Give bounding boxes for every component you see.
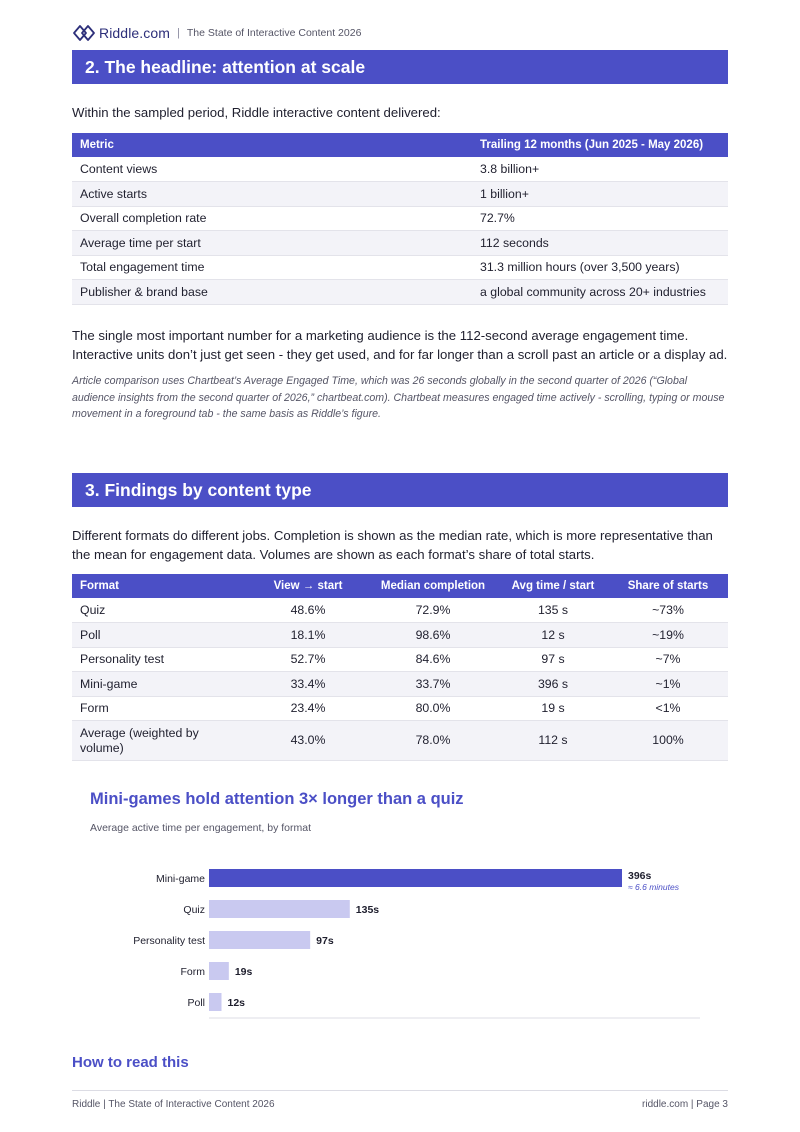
riddle-logo-icon [72, 24, 96, 42]
table-row [72, 672, 728, 697]
section-3-intro: Different formats do different jobs. Completion is shown as the median rate, which is more representative than the mean for engagement data. Volumes are shown as each format’s share of total starts. [72, 528, 713, 562]
category-label: Form [180, 966, 205, 978]
metric-cell: Overall completion rate [72, 206, 472, 231]
header-separator: | [177, 27, 180, 39]
value-cell: 3.8 billion+ [472, 157, 728, 182]
value-cell: 78.0% [368, 721, 498, 761]
section-2-body: The single most important number for a marketing audience is the 112-second average engagement time. Interactive units don’t just get seen - they get used, and for far longer than a scroll past an article or a display ad. [72, 328, 728, 362]
column-header: Trailing 12 months (Jun 2025 - May 2026) [472, 133, 728, 157]
data-label: 135s [355, 904, 380, 916]
value-cell: <1% [608, 696, 728, 721]
format-cell: Quiz [72, 598, 248, 623]
value-cell: a global community across 20+ industries [472, 280, 728, 305]
value-cell: 33.7% [368, 672, 498, 697]
value-cell: ~7% [608, 647, 728, 672]
value-cell: 33.4% [248, 672, 368, 697]
metric-cell: Content views [72, 157, 472, 182]
metric-cell: Active starts [72, 182, 472, 207]
data-label: 19s [234, 966, 253, 978]
value-cell: 135 s [498, 598, 608, 623]
table-row [72, 255, 728, 280]
table-header-row [72, 133, 728, 157]
chart-subtitle: Average active time per engagement, by format [90, 822, 312, 834]
category-label: Poll [187, 997, 205, 1009]
data-label: 12s [227, 997, 246, 1009]
format-table [72, 574, 728, 761]
time-per-format-chart [0, 850, 800, 1030]
table-row [72, 721, 728, 761]
value-cell: 396 s [498, 672, 608, 697]
chart-bar [209, 931, 310, 949]
table-header-row [72, 574, 728, 598]
value-cell: 80.0% [368, 696, 498, 721]
category-label: Personality test [133, 935, 205, 947]
bar-annotation: ≈ 6.6 minutes [628, 882, 679, 892]
format-cell: Poll [72, 623, 248, 648]
category-label: Mini-game [155, 873, 205, 885]
table-row [72, 623, 728, 648]
value-cell: 52.7% [248, 647, 368, 672]
chart-bar [209, 962, 229, 980]
value-cell: 100% [608, 721, 728, 761]
value-cell: 84.6% [368, 647, 498, 672]
value-cell: 31.3 million hours (over 3,500 years) [472, 255, 728, 280]
report-title: The State of Interactive Content 2026 [186, 27, 362, 39]
value-cell: 112 seconds [472, 231, 728, 256]
table-row [72, 157, 728, 182]
metrics-table [72, 133, 728, 305]
data-label: 396s [628, 870, 652, 882]
value-cell: 18.1% [248, 623, 368, 648]
value-cell: 72.9% [368, 598, 498, 623]
chart-bar [209, 900, 350, 918]
footer-page-number: riddle.com | Page 3 [642, 1099, 728, 1110]
metric-cell: Publisher & brand base [72, 280, 472, 305]
value-cell: 72.7% [472, 206, 728, 231]
column-header: Share of starts [608, 574, 728, 598]
table-row [72, 647, 728, 672]
table-row [72, 598, 728, 623]
table-row [72, 696, 728, 721]
footer-left: Riddle | The State of Interactive Content 2026 [72, 1099, 275, 1110]
column-header: Metric [72, 133, 472, 157]
footer-divider [72, 1090, 728, 1091]
riddle-logo[interactable] [72, 24, 170, 42]
column-header: View → start [248, 574, 368, 598]
value-cell: 97 s [498, 647, 608, 672]
section-2-intro: Within the sampled period, Riddle interactive content delivered: [72, 105, 441, 120]
value-cell: 98.6% [368, 623, 498, 648]
category-label: Quiz [183, 904, 205, 916]
data-label: 97s [316, 935, 334, 947]
table-row [72, 231, 728, 256]
table-row [72, 206, 728, 231]
section-2-heading: 2. The headline: attention at scale [72, 50, 728, 84]
section-3-heading: 3. Findings by content type [72, 473, 728, 507]
value-cell: 112 s [498, 721, 608, 761]
value-cell: 48.6% [248, 598, 368, 623]
value-cell: 12 s [498, 623, 608, 648]
value-cell: 43.0% [248, 721, 368, 761]
metric-cell: Average time per start [72, 231, 472, 256]
column-header: Median completion [368, 574, 498, 598]
value-cell: 23.4% [248, 696, 368, 721]
value-cell: 19 s [498, 696, 608, 721]
chartbeat-note: Article comparison uses Chartbeat’s Average Engaged Time, which was 26 seconds globally in the second quarter of 2026 (“Global audience insights from the second quarter of 2026,” chartbeat.com). Chartbeat measures engaged time actively - scrolling, typing or mouse movement in a foreground tab - the same basis as Riddle’s figure. [72, 375, 725, 420]
metric-cell: Total engagement time [72, 255, 472, 280]
column-header: Format [72, 574, 248, 598]
chart-title: Mini-games hold attention 3× longer than a quiz [90, 790, 464, 808]
format-cell: Mini-game [72, 672, 248, 697]
value-cell: ~73% [608, 598, 728, 623]
logo-text: Riddle.com [99, 25, 171, 41]
chart-bar [209, 993, 222, 1011]
format-cell: Average (weighted by volume) [72, 721, 248, 761]
value-cell: ~19% [608, 623, 728, 648]
column-header: Avg time / start [498, 574, 608, 598]
table-row [72, 280, 728, 305]
table-row [72, 182, 728, 207]
value-cell: ~1% [608, 672, 728, 697]
page-header [72, 22, 361, 44]
format-cell: Form [72, 696, 248, 721]
value-cell: 1 billion+ [472, 182, 728, 207]
chart-bar [209, 869, 622, 887]
how-to-read-heading: How to read this [72, 1054, 189, 1071]
format-cell: Personality test [72, 647, 248, 672]
